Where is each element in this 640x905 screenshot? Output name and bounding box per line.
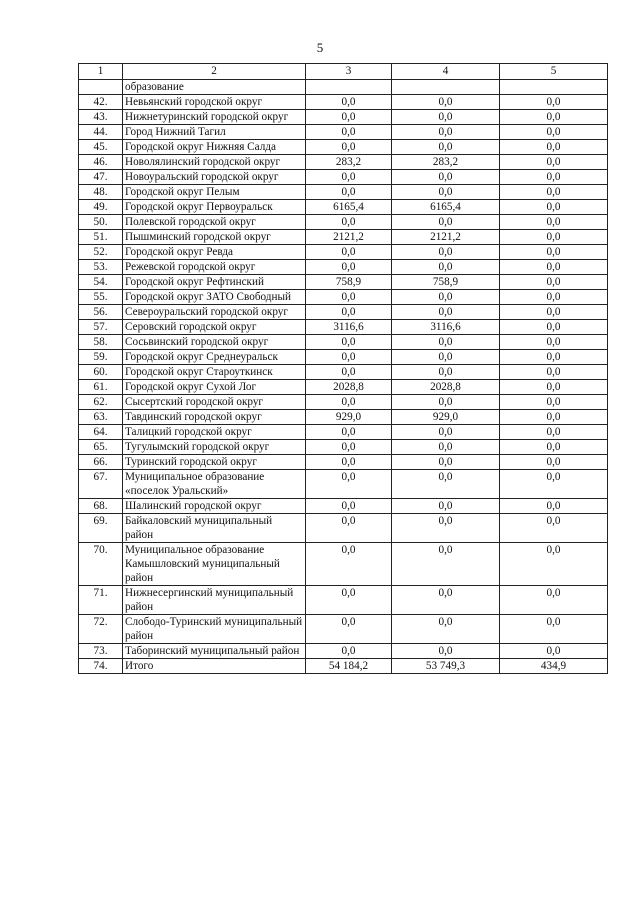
value-col4: 0,0 <box>392 290 500 305</box>
header-row <box>79 64 608 80</box>
value-col5: 0,0 <box>500 440 608 455</box>
table-row <box>79 260 608 275</box>
value-col3: 0,0 <box>306 365 392 380</box>
row-number: 57. <box>79 320 123 335</box>
value-col4: 0,0 <box>392 499 500 514</box>
row-name: Городской округ Первоуральск <box>123 200 306 215</box>
value-col5: 0,0 <box>500 140 608 155</box>
table-body <box>79 64 608 674</box>
value-col3: 2121,2 <box>306 230 392 245</box>
value-col5: 0,0 <box>500 514 608 543</box>
table-row <box>79 350 608 365</box>
row-number: 45. <box>79 140 123 155</box>
table-row <box>79 514 608 543</box>
row-name: Пышминский городской округ <box>123 230 306 245</box>
table-row <box>79 425 608 440</box>
value-col5: 0,0 <box>500 320 608 335</box>
budget-table <box>78 63 608 674</box>
value-col4: 929,0 <box>392 410 500 425</box>
row-name: Режевской городской округ <box>123 260 306 275</box>
row-number: 71. <box>79 586 123 615</box>
value-col5: 0,0 <box>500 200 608 215</box>
row-name: Тавдинский городской округ <box>123 410 306 425</box>
value-cell <box>392 80 500 95</box>
row-number: 60. <box>79 365 123 380</box>
value-col4: 0,0 <box>392 125 500 140</box>
value-col4: 2028,8 <box>392 380 500 395</box>
value-col4: 0,0 <box>392 350 500 365</box>
value-col3: 929,0 <box>306 410 392 425</box>
table-row <box>79 290 608 305</box>
value-col3: 0,0 <box>306 170 392 185</box>
table-row <box>79 365 608 380</box>
value-col5: 434,9 <box>500 659 608 674</box>
value-col4: 0,0 <box>392 470 500 499</box>
value-col5: 0,0 <box>500 644 608 659</box>
row-number: 70. <box>79 543 123 586</box>
row-number: 56. <box>79 305 123 320</box>
value-col5: 0,0 <box>500 305 608 320</box>
value-col4: 0,0 <box>392 170 500 185</box>
header-cell-1: 1 <box>79 64 123 80</box>
table-row <box>79 95 608 110</box>
value-col4: 0,0 <box>392 440 500 455</box>
table-row <box>79 200 608 215</box>
value-col3: 0,0 <box>306 543 392 586</box>
value-col4: 0,0 <box>392 586 500 615</box>
row-number: 65. <box>79 440 123 455</box>
value-col4: 2121,2 <box>392 230 500 245</box>
value-col5: 0,0 <box>500 499 608 514</box>
value-col3: 0,0 <box>306 245 392 260</box>
value-col5: 0,0 <box>500 230 608 245</box>
value-col3: 0,0 <box>306 95 392 110</box>
table-row <box>79 470 608 499</box>
value-col3: 0,0 <box>306 110 392 125</box>
row-name: Городской округ ЗАТО Свободный <box>123 290 306 305</box>
value-col4: 0,0 <box>392 455 500 470</box>
row-name: Сысертский городской округ <box>123 395 306 410</box>
value-col4: 0,0 <box>392 395 500 410</box>
value-col4: 0,0 <box>392 305 500 320</box>
row-name: Городской округ Среднеуральск <box>123 350 306 365</box>
row-name: Байкаловский муниципальный район <box>123 514 306 543</box>
row-number: 61. <box>79 380 123 395</box>
table-row <box>79 275 608 290</box>
row-name: Таборинский муниципальный район <box>123 644 306 659</box>
value-col3: 6165,4 <box>306 200 392 215</box>
header-cell-3: 3 <box>306 64 392 80</box>
page-number: 5 <box>316 40 324 55</box>
row-name: Североуральский городской округ <box>123 305 306 320</box>
row-name: Талицкий городской округ <box>123 425 306 440</box>
row-name: Новолялинский городской округ <box>123 155 306 170</box>
row-number <box>79 80 123 95</box>
row-number: 59. <box>79 350 123 365</box>
value-cell <box>306 80 392 95</box>
value-col3: 0,0 <box>306 260 392 275</box>
table-row <box>79 320 608 335</box>
value-col4: 0,0 <box>392 425 500 440</box>
table-row <box>79 410 608 425</box>
value-col5: 0,0 <box>500 470 608 499</box>
row-number: 73. <box>79 644 123 659</box>
value-col5: 0,0 <box>500 543 608 586</box>
value-col4: 0,0 <box>392 140 500 155</box>
continuation-row <box>79 80 608 95</box>
row-name: Муниципальное образование Камышловский муниципальный район <box>123 543 306 586</box>
row-number: 54. <box>79 275 123 290</box>
value-col5: 0,0 <box>500 245 608 260</box>
row-name: Нижнетуринский городской округ <box>123 110 306 125</box>
row-name: Муниципальное образование «поселок Уральский» <box>123 470 306 499</box>
value-col5: 0,0 <box>500 215 608 230</box>
value-col4: 6165,4 <box>392 200 500 215</box>
row-number: 48. <box>79 185 123 200</box>
value-col4: 0,0 <box>392 543 500 586</box>
value-col4: 0,0 <box>392 615 500 644</box>
row-name: Городской округ Староуткинск <box>123 365 306 380</box>
value-col4: 758,9 <box>392 275 500 290</box>
value-col5: 0,0 <box>500 455 608 470</box>
value-col5: 0,0 <box>500 110 608 125</box>
row-number: 46. <box>79 155 123 170</box>
row-number: 68. <box>79 499 123 514</box>
row-number: 42. <box>79 95 123 110</box>
value-col4: 0,0 <box>392 644 500 659</box>
table-row <box>79 245 608 260</box>
row-number: 49. <box>79 200 123 215</box>
value-col5: 0,0 <box>500 410 608 425</box>
table-row <box>79 335 608 350</box>
row-number: 53. <box>79 260 123 275</box>
value-col5: 0,0 <box>500 185 608 200</box>
value-col3: 0,0 <box>306 586 392 615</box>
row-name: Городской округ Нижняя Салда <box>123 140 306 155</box>
table-row <box>79 615 608 644</box>
row-name: Серовский городской округ <box>123 320 306 335</box>
table-row <box>79 659 608 674</box>
row-name: Невьянский городской округ <box>123 95 306 110</box>
table-row <box>79 455 608 470</box>
row-name: Новоуральский городской округ <box>123 170 306 185</box>
table-row <box>79 543 608 586</box>
row-name: Тугулымский городской округ <box>123 440 306 455</box>
value-col4: 283,2 <box>392 155 500 170</box>
header-cell-5: 5 <box>500 64 608 80</box>
value-col3: 0,0 <box>306 140 392 155</box>
table-row <box>79 380 608 395</box>
value-col3: 0,0 <box>306 335 392 350</box>
value-col3: 0,0 <box>306 395 392 410</box>
value-col3: 0,0 <box>306 185 392 200</box>
row-name: Слободо-Туринский муниципальный район <box>123 615 306 644</box>
table-row <box>79 499 608 514</box>
row-number: 64. <box>79 425 123 440</box>
value-col3: 0,0 <box>306 425 392 440</box>
value-col3: 0,0 <box>306 499 392 514</box>
row-name: Итого <box>123 659 306 674</box>
row-number: 74. <box>79 659 123 674</box>
value-col5: 0,0 <box>500 615 608 644</box>
row-number: 51. <box>79 230 123 245</box>
value-col3: 0,0 <box>306 644 392 659</box>
value-col4: 0,0 <box>392 185 500 200</box>
value-col5: 0,0 <box>500 95 608 110</box>
row-number: 55. <box>79 290 123 305</box>
table-row <box>79 185 608 200</box>
value-col4: 0,0 <box>392 245 500 260</box>
row-number: 50. <box>79 215 123 230</box>
table-row <box>79 230 608 245</box>
value-col5: 0,0 <box>500 425 608 440</box>
value-col4: 3116,6 <box>392 320 500 335</box>
table-row <box>79 305 608 320</box>
row-name: Городской округ Пелым <box>123 185 306 200</box>
row-name: Сосьвинский городской округ <box>123 335 306 350</box>
row-name: Шалинский городской округ <box>123 499 306 514</box>
table-row <box>79 215 608 230</box>
table-row <box>79 110 608 125</box>
row-number: 62. <box>79 395 123 410</box>
value-col4: 53 749,3 <box>392 659 500 674</box>
table-row <box>79 440 608 455</box>
value-col4: 0,0 <box>392 365 500 380</box>
value-col3: 0,0 <box>306 455 392 470</box>
row-number: 69. <box>79 514 123 543</box>
value-col5: 0,0 <box>500 365 608 380</box>
value-col3: 0,0 <box>306 615 392 644</box>
row-name: Городской округ Сухой Лог <box>123 380 306 395</box>
row-name: образование <box>123 80 306 95</box>
value-col4: 0,0 <box>392 260 500 275</box>
table-row <box>79 170 608 185</box>
table-row <box>79 155 608 170</box>
value-col3: 3116,6 <box>306 320 392 335</box>
value-col5: 0,0 <box>500 125 608 140</box>
value-col3: 0,0 <box>306 290 392 305</box>
value-col5: 0,0 <box>500 380 608 395</box>
value-col5: 0,0 <box>500 260 608 275</box>
row-name: Полевской городской округ <box>123 215 306 230</box>
row-number: 63. <box>79 410 123 425</box>
row-name: Городской округ Рефтинский <box>123 275 306 290</box>
row-number: 47. <box>79 170 123 185</box>
row-number: 67. <box>79 470 123 499</box>
table-row <box>79 586 608 615</box>
row-name: Нижнесергинский муниципальный район <box>123 586 306 615</box>
value-col5: 0,0 <box>500 170 608 185</box>
value-col4: 0,0 <box>392 95 500 110</box>
row-number: 58. <box>79 335 123 350</box>
value-col3: 2028,8 <box>306 380 392 395</box>
value-col5: 0,0 <box>500 350 608 365</box>
row-name: Городской округ Ревда <box>123 245 306 260</box>
value-col5: 0,0 <box>500 395 608 410</box>
row-number: 44. <box>79 125 123 140</box>
value-col3: 0,0 <box>306 350 392 365</box>
header-cell-4: 4 <box>392 64 500 80</box>
row-number: 66. <box>79 455 123 470</box>
value-col4: 0,0 <box>392 335 500 350</box>
value-col4: 0,0 <box>392 514 500 543</box>
table-row <box>79 395 608 410</box>
value-col5: 0,0 <box>500 155 608 170</box>
value-col5: 0,0 <box>500 290 608 305</box>
value-col3: 54 184,2 <box>306 659 392 674</box>
table-row <box>79 125 608 140</box>
row-number: 52. <box>79 245 123 260</box>
value-col3: 0,0 <box>306 440 392 455</box>
value-col3: 0,0 <box>306 215 392 230</box>
row-name: Город Нижний Тагил <box>123 125 306 140</box>
value-col3: 0,0 <box>306 514 392 543</box>
value-col5: 0,0 <box>500 335 608 350</box>
value-col4: 0,0 <box>392 215 500 230</box>
row-number: 43. <box>79 110 123 125</box>
value-col5: 0,0 <box>500 275 608 290</box>
value-cell <box>500 80 608 95</box>
value-col3: 0,0 <box>306 125 392 140</box>
value-col3: 283,2 <box>306 155 392 170</box>
value-col5: 0,0 <box>500 586 608 615</box>
value-col3: 758,9 <box>306 275 392 290</box>
table-row <box>79 140 608 155</box>
row-name: Туринский городской округ <box>123 455 306 470</box>
header-cell-2: 2 <box>123 64 306 80</box>
row-number: 72. <box>79 615 123 644</box>
value-col3: 0,0 <box>306 470 392 499</box>
value-col3: 0,0 <box>306 305 392 320</box>
table-row <box>79 644 608 659</box>
value-col4: 0,0 <box>392 110 500 125</box>
